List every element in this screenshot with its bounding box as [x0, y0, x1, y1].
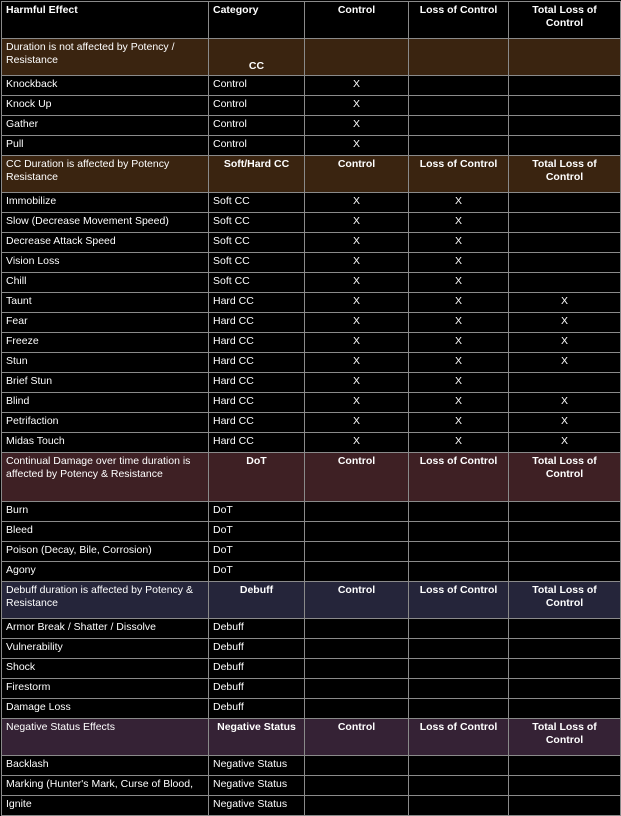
- control-mark: X: [305, 273, 409, 293]
- table-row: [2, 756, 621, 776]
- total-loss-of-control-mark: X: [509, 333, 621, 353]
- category-cell: DoT: [209, 542, 305, 562]
- section-total-loss-of-control: Total Loss of Control: [509, 719, 621, 756]
- loss-of-control-mark: [409, 542, 509, 562]
- total-loss-of-control-mark: X: [509, 293, 621, 313]
- table-row: [2, 373, 621, 393]
- effect-cell: Vision Loss: [2, 253, 209, 273]
- total-loss-of-control-mark: [509, 193, 621, 213]
- section-header-row: [2, 156, 621, 193]
- control-mark: X: [305, 393, 409, 413]
- category-cell: DoT: [209, 522, 305, 542]
- control-mark: X: [305, 213, 409, 233]
- total-loss-of-control-mark: [509, 273, 621, 293]
- control-mark: [305, 542, 409, 562]
- category-cell: Negative Status: [209, 776, 305, 796]
- total-loss-of-control-mark: [509, 233, 621, 253]
- category-cell: Hard CC: [209, 393, 305, 413]
- effect-cell: Bleed: [2, 522, 209, 542]
- control-mark: [305, 679, 409, 699]
- table-row: [2, 393, 621, 413]
- section-total-loss-of-control: Total Loss of Control: [509, 582, 621, 619]
- control-mark: X: [305, 313, 409, 333]
- loss-of-control-mark: [409, 659, 509, 679]
- section-title: Duration is not affected by Potency / Resistance: [2, 39, 209, 76]
- table-row: [2, 679, 621, 699]
- control-mark: [305, 776, 409, 796]
- effect-cell: Stun: [2, 353, 209, 373]
- section-category: CC: [209, 39, 305, 76]
- loss-of-control-mark: [409, 619, 509, 639]
- loss-of-control-mark: X: [409, 353, 509, 373]
- table-row: [2, 502, 621, 522]
- section-header-row: [2, 453, 621, 502]
- category-cell: Soft CC: [209, 193, 305, 213]
- category-cell: Debuff: [209, 639, 305, 659]
- effect-cell: Knockback: [2, 76, 209, 96]
- category-cell: DoT: [209, 502, 305, 522]
- effect-cell: Ignite: [2, 796, 209, 816]
- table-body: [2, 39, 621, 816]
- category-cell: Control: [209, 96, 305, 116]
- loss-of-control-mark: [409, 502, 509, 522]
- effect-cell: Burn: [2, 502, 209, 522]
- loss-of-control-mark: X: [409, 373, 509, 393]
- loss-of-control-mark: [409, 76, 509, 96]
- control-mark: X: [305, 233, 409, 253]
- control-mark: X: [305, 193, 409, 213]
- effect-cell: Immobilize: [2, 193, 209, 213]
- total-loss-of-control-mark: [509, 522, 621, 542]
- category-cell: Hard CC: [209, 413, 305, 433]
- header-harmful-effect: Harmful Effect: [2, 2, 209, 39]
- section-control: Control: [305, 719, 409, 756]
- table-row: [2, 96, 621, 116]
- table-row: [2, 333, 621, 353]
- section-total-loss-of-control: Total Loss of Control: [509, 453, 621, 502]
- total-loss-of-control-mark: [509, 253, 621, 273]
- section-category: Debuff: [209, 582, 305, 619]
- category-cell: Soft CC: [209, 233, 305, 253]
- category-cell: Hard CC: [209, 373, 305, 393]
- control-mark: [305, 562, 409, 582]
- loss-of-control-mark: [409, 756, 509, 776]
- table-row: [2, 796, 621, 816]
- loss-of-control-mark: [409, 699, 509, 719]
- control-mark: X: [305, 353, 409, 373]
- section-title: CC Duration is affected by Potency Resistance: [2, 156, 209, 193]
- total-loss-of-control-mark: X: [509, 413, 621, 433]
- control-mark: [305, 659, 409, 679]
- table-row: [2, 313, 621, 333]
- section-control: Control: [305, 156, 409, 193]
- table-row: [2, 699, 621, 719]
- section-title: Continual Damage over time duration is affected by Potency & Resistance: [2, 453, 209, 502]
- loss-of-control-mark: [409, 522, 509, 542]
- loss-of-control-mark: X: [409, 293, 509, 313]
- control-mark: [305, 639, 409, 659]
- section-title: Debuff duration is affected by Potency & Resistance: [2, 582, 209, 619]
- effect-cell: Backlash: [2, 756, 209, 776]
- loss-of-control-mark: X: [409, 193, 509, 213]
- loss-of-control-mark: X: [409, 413, 509, 433]
- control-mark: X: [305, 116, 409, 136]
- loss-of-control-mark: X: [409, 213, 509, 233]
- effect-cell: Shock: [2, 659, 209, 679]
- effect-cell: Vulnerability: [2, 639, 209, 659]
- category-cell: Control: [209, 116, 305, 136]
- loss-of-control-mark: X: [409, 273, 509, 293]
- header-control: Control: [305, 2, 409, 39]
- category-cell: Hard CC: [209, 353, 305, 373]
- control-mark: X: [305, 293, 409, 313]
- section-loss-of-control: Loss of Control: [409, 582, 509, 619]
- table-row: [2, 353, 621, 373]
- section-loss-of-control: [409, 39, 509, 76]
- total-loss-of-control-mark: [509, 76, 621, 96]
- effect-cell: Brief Stun: [2, 373, 209, 393]
- loss-of-control-mark: X: [409, 313, 509, 333]
- effect-cell: Firestorm: [2, 679, 209, 699]
- effect-cell: Gather: [2, 116, 209, 136]
- table-row: [2, 213, 621, 233]
- total-loss-of-control-mark: [509, 796, 621, 816]
- table-row: [2, 273, 621, 293]
- total-loss-of-control-mark: [509, 116, 621, 136]
- category-cell: Hard CC: [209, 333, 305, 353]
- category-cell: Soft CC: [209, 213, 305, 233]
- table-row: [2, 522, 621, 542]
- total-loss-of-control-mark: [509, 776, 621, 796]
- table-row: [2, 562, 621, 582]
- harmful-effects-table: [1, 1, 621, 816]
- section-loss-of-control: Loss of Control: [409, 156, 509, 193]
- control-mark: X: [305, 96, 409, 116]
- category-cell: Soft CC: [209, 253, 305, 273]
- loss-of-control-mark: X: [409, 393, 509, 413]
- control-mark: [305, 796, 409, 816]
- effect-cell: Marking (Hunter's Mark, Curse of Blood,: [2, 776, 209, 796]
- total-loss-of-control-mark: [509, 679, 621, 699]
- effect-cell: Chill: [2, 273, 209, 293]
- total-loss-of-control-mark: [509, 659, 621, 679]
- total-loss-of-control-mark: [509, 373, 621, 393]
- loss-of-control-mark: X: [409, 433, 509, 453]
- table-row: [2, 639, 621, 659]
- total-loss-of-control-mark: [509, 699, 621, 719]
- control-mark: [305, 502, 409, 522]
- category-cell: Debuff: [209, 699, 305, 719]
- loss-of-control-mark: [409, 96, 509, 116]
- category-cell: Soft CC: [209, 273, 305, 293]
- loss-of-control-mark: X: [409, 233, 509, 253]
- total-loss-of-control-mark: [509, 136, 621, 156]
- total-loss-of-control-mark: [509, 756, 621, 776]
- effect-cell: Freeze: [2, 333, 209, 353]
- loss-of-control-mark: [409, 116, 509, 136]
- header-total-loss-of-control: Total Loss of Control: [509, 2, 621, 39]
- effect-cell: Poison (Decay, Bile, Corrosion): [2, 542, 209, 562]
- table-row: [2, 776, 621, 796]
- control-mark: X: [305, 373, 409, 393]
- loss-of-control-mark: [409, 776, 509, 796]
- table-row: [2, 542, 621, 562]
- total-loss-of-control-mark: X: [509, 433, 621, 453]
- control-mark: X: [305, 433, 409, 453]
- effect-cell: Petrifaction: [2, 413, 209, 433]
- section-category: Soft/Hard CC: [209, 156, 305, 193]
- total-loss-of-control-mark: [509, 96, 621, 116]
- table-header-row: [2, 2, 621, 39]
- table-row: [2, 293, 621, 313]
- section-loss-of-control: Loss of Control: [409, 719, 509, 756]
- table-row: [2, 193, 621, 213]
- section-total-loss-of-control: [509, 39, 621, 76]
- effect-cell: Armor Break / Shatter / Dissolve: [2, 619, 209, 639]
- effect-cell: Knock Up: [2, 96, 209, 116]
- section-header-row: [2, 39, 621, 76]
- effect-cell: Blind: [2, 393, 209, 413]
- loss-of-control-mark: [409, 639, 509, 659]
- total-loss-of-control-mark: [509, 619, 621, 639]
- category-cell: Debuff: [209, 679, 305, 699]
- section-control: Control: [305, 582, 409, 619]
- table-row: [2, 253, 621, 273]
- header-loss-of-control: Loss of Control: [409, 2, 509, 39]
- table-row: [2, 136, 621, 156]
- effect-cell: Damage Loss: [2, 699, 209, 719]
- control-mark: X: [305, 413, 409, 433]
- effect-cell: Fear: [2, 313, 209, 333]
- category-cell: Debuff: [209, 659, 305, 679]
- table-row: [2, 619, 621, 639]
- control-mark: X: [305, 136, 409, 156]
- total-loss-of-control-mark: X: [509, 393, 621, 413]
- total-loss-of-control-mark: [509, 562, 621, 582]
- loss-of-control-mark: [409, 136, 509, 156]
- effect-cell: Taunt: [2, 293, 209, 313]
- total-loss-of-control-mark: [509, 639, 621, 659]
- table-row: [2, 116, 621, 136]
- category-cell: Hard CC: [209, 313, 305, 333]
- control-mark: X: [305, 253, 409, 273]
- control-mark: X: [305, 76, 409, 96]
- section-title: Negative Status Effects: [2, 719, 209, 756]
- table-row: [2, 233, 621, 253]
- effect-cell: Agony: [2, 562, 209, 582]
- table-row: [2, 659, 621, 679]
- total-loss-of-control-mark: [509, 213, 621, 233]
- total-loss-of-control-mark: X: [509, 313, 621, 333]
- category-cell: Control: [209, 76, 305, 96]
- loss-of-control-mark: X: [409, 333, 509, 353]
- control-mark: [305, 699, 409, 719]
- loss-of-control-mark: [409, 679, 509, 699]
- category-cell: Debuff: [209, 619, 305, 639]
- control-mark: [305, 619, 409, 639]
- section-control: [305, 39, 409, 76]
- table-row: [2, 413, 621, 433]
- effect-cell: Slow (Decrease Movement Speed): [2, 213, 209, 233]
- loss-of-control-mark: X: [409, 253, 509, 273]
- loss-of-control-mark: [409, 562, 509, 582]
- section-total-loss-of-control: Total Loss of Control: [509, 156, 621, 193]
- total-loss-of-control-mark: [509, 542, 621, 562]
- category-cell: Negative Status: [209, 756, 305, 776]
- category-cell: Hard CC: [209, 293, 305, 313]
- effect-cell: Decrease Attack Speed: [2, 233, 209, 253]
- category-cell: Negative Status: [209, 796, 305, 816]
- section-control: Control: [305, 453, 409, 502]
- section-header-row: [2, 719, 621, 756]
- category-cell: Control: [209, 136, 305, 156]
- section-loss-of-control: Loss of Control: [409, 453, 509, 502]
- control-mark: [305, 522, 409, 542]
- total-loss-of-control-mark: [509, 502, 621, 522]
- header-category: Category: [209, 2, 305, 39]
- table-row: [2, 76, 621, 96]
- loss-of-control-mark: [409, 796, 509, 816]
- control-mark: [305, 756, 409, 776]
- category-cell: Hard CC: [209, 433, 305, 453]
- table-row: [2, 433, 621, 453]
- section-category: DoT: [209, 453, 305, 502]
- category-cell: DoT: [209, 562, 305, 582]
- section-category: Negative Status: [209, 719, 305, 756]
- effect-cell: Midas Touch: [2, 433, 209, 453]
- effect-cell: Pull: [2, 136, 209, 156]
- total-loss-of-control-mark: X: [509, 353, 621, 373]
- section-header-row: [2, 582, 621, 619]
- control-mark: X: [305, 333, 409, 353]
